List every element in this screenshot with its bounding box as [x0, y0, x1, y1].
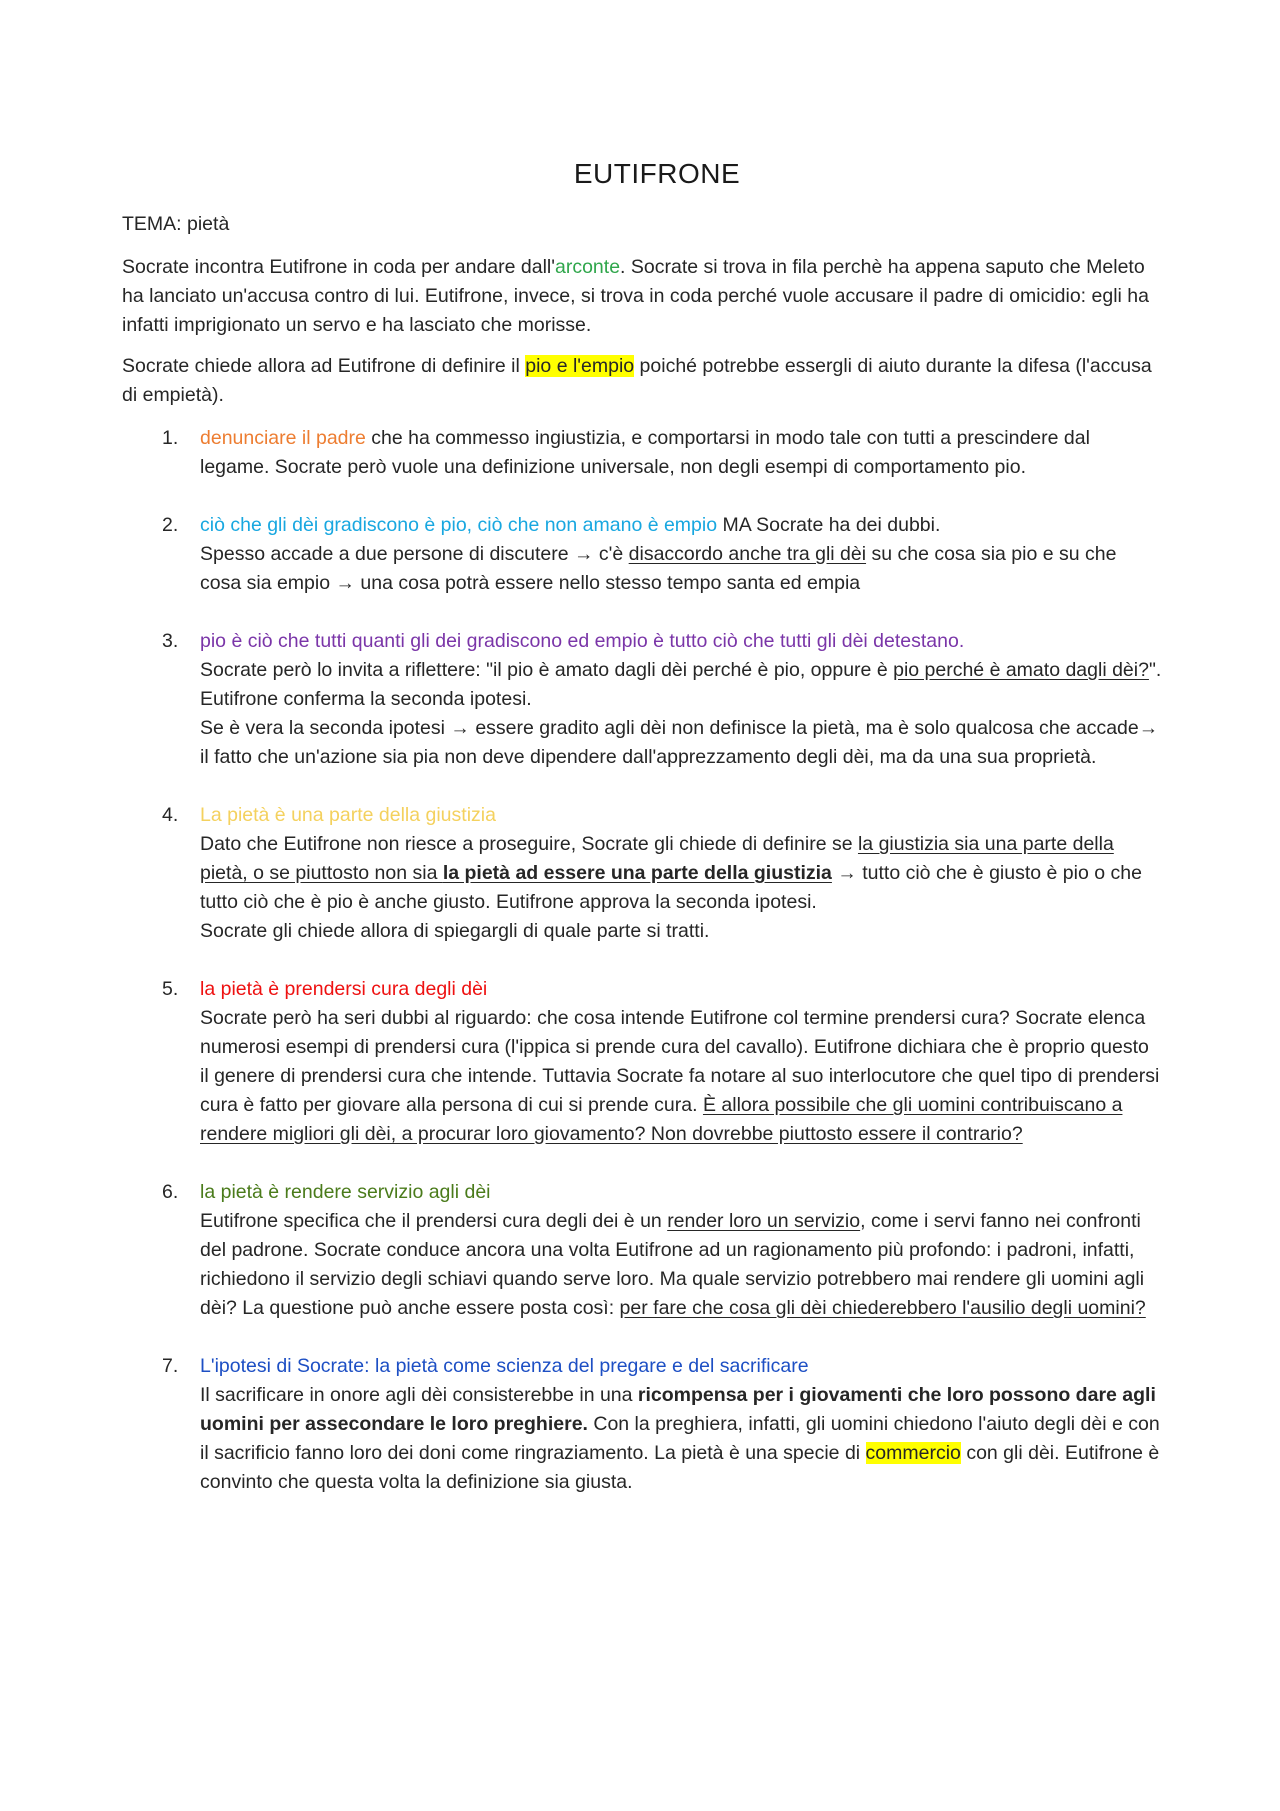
list-item-4: 4. La pietà è una parte della giustizia Dato che Eutifrone non riesce a proseguire, Socrate gli chiede di definire se la giustizia sia una parte della pietà, o se piuttosto non sia la pietà ad essere una parte della giustizia → tutto ciò che è giusto è pio o che tutto ciò che è pio è anche giusto. Eutifrone approva la seconda ipotesi. Socrate gli chiede allora di spiegargli di quale parte si tratti.	[122, 801, 1162, 946]
underlined-text: pio perché è amato dagli dèi?	[893, 659, 1149, 681]
underlined-text: È allora possibile che gli uomini contribuiscano a rendere migliori gli dèi, a procurar loro giovamento? Non dovrebbe piuttosto essere il contrario?	[200, 1094, 1123, 1145]
list-number: 2.	[162, 514, 179, 536]
item-heading: L'ipotesi di Socrate: la pietà come scienza del pregare e del sacrificare	[200, 1355, 809, 1377]
underlined-bold-text: la pietà ad essere una parte della giustizia	[442, 862, 832, 884]
list-item-5: 5. la pietà è prendersi cura degli dèi Socrate però ha seri dubbi al riguardo: che cosa intende Eutifrone col termine prendersi cura? Socrate elenca numerosi esempi di prendersi cura (l'ippica si prende cura del cavallo). Eutifrone dichiara che è proprio questo il genere di prendersi cura che intende. Tuttavia Socrate fa notare al suo interlocutore che quel tipo di prendersi cura è fatto per giovare alla persona di cui si prende cura. È allora possibile che gli uomini contribuiscano a rendere migliori gli dèi, a procurar loro giovamento? Non dovrebbe piuttosto essere il contrario?	[122, 975, 1162, 1149]
arconte-term: arconte	[555, 256, 621, 278]
list-item-6: 6. la pietà è rendere servizio agli dèi Eutifrone specifica che il prendersi cura degli dei è un render loro un servizio, come i servi fanno nei confronti del padrone. Socrate conduce ancora una volta Eutifrone ad un ragionamento più profondo: i padroni, infatti, richiedono il servizio degli schiavi quando serve loro. Ma quale servizio potrebbero mai rendere gli uomini agli dèi? La questione può anche essere posta così: per fare che cosa gli dèi chiederebbero l'ausilio degli uomini?	[122, 1178, 1162, 1323]
list-number: 4.	[162, 804, 179, 826]
underlined-text: disaccordo anche tra gli dèi	[628, 543, 867, 565]
list-item-1: 1. denunciare il padre che ha commesso ingiustizia, e comportarsi in modo tale con tutti a prescindere dal legame. Socrate però vuole una definizione universale, non degli esempi di comportamento pio.	[122, 424, 1162, 482]
bold-text: ricompensa per i giovamenti che loro possono dare agli uomini per assecondare le loro preghiere.	[200, 1384, 1156, 1435]
list-number: 5.	[162, 978, 179, 1000]
list-number: 6.	[162, 1181, 179, 1203]
underlined-text: la giustizia sia una parte della pietà, o se piuttosto non sia	[200, 833, 1114, 884]
item-heading: ciò che gli dèi gradiscono è pio, ciò che non amano è empio	[200, 514, 718, 536]
list-number: 1.	[162, 427, 179, 449]
list-item-2: 2. ciò che gli dèi gradiscono è pio, ciò che non amano è empio MA Socrate ha dei dubbi. Spesso accade a due persone di discutere → c'è disaccordo anche tra gli dèi su che cosa sia pio e su che cosa sia empio → una cosa potrà essere nello stesso tempo santa ed empia	[122, 511, 1162, 598]
underlined-text: render loro un servizio	[667, 1210, 861, 1232]
request-paragraph: Socrate chiede allora ad Eutifrone di definire il pio e l'empio poiché potrebbe essergli di aiuto durante la difesa (l'accusa di empietà).	[122, 355, 1152, 406]
intro-paragraph: Socrate incontra Eutifrone in coda per andare dall'arconte. Socrate si trova in fila perchè ha appena saputo che Meleto ha lanciato un'accusa contro di lui. Eutifrone, invece, si trova in coda perché vuole accusare il padre di omicidio: egli ha infatti imprigionato un servo e ha lasciato che morisse.	[122, 256, 1149, 336]
list-number: 7.	[162, 1355, 179, 1377]
item-heading: denunciare il padre	[200, 427, 366, 449]
tema-line: TEMA: pietà	[122, 213, 230, 235]
document-title: EUTIFRONE	[573, 158, 741, 189]
definitions-list	[122, 424, 1162, 1497]
list-item-7: 7. L'ipotesi di Socrate: la pietà come scienza del pregare e del sacrificare Il sacrificare in onore agli dèi consisterebbe in una ricompensa per i giovamenti che loro possono dare agli uomini per assecondare le loro preghiere. Con la preghiera, infatti, gli uomini chiedono l'aiuto degli dèi e con il sacrificio fanno loro dei doni come ringraziamento. La pietà è una specie di commercio con gli dèi. Eutifrone è convinto che questa volta la definizione sia giusta.	[122, 1352, 1162, 1497]
highlight-commercio: commercio	[865, 1442, 961, 1464]
item-heading: la pietà è prendersi cura degli dèi	[200, 978, 488, 1000]
list-item-3: 3. pio è ciò che tutti quanti gli dei gradiscono ed empio è tutto ciò che tutti gli dèi detestano. Socrate però lo invita a riflettere: "il pio è amato dagli dèi perché è pio, oppure è pio perché è amato dagli dèi?". Eutifrone conferma la seconda ipotesi. Se è vera la seconda ipotesi → essere gradito agli dèi non definisce la pietà, ma è solo qualcosa che accade→ il fatto che un'azione sia pia non deve dipendere dall'apprezzamento degli dèi, ma da una sua proprietà.	[122, 627, 1162, 772]
underlined-text: per fare che cosa gli dèi chiederebbero l'ausilio degli uomini?	[619, 1297, 1146, 1319]
item-heading: la pietà è rendere servizio agli dèi	[200, 1181, 491, 1203]
highlight-pio-empio: pio e l'empio	[525, 355, 635, 377]
item-heading: pio è ciò che tutti quanti gli dei gradiscono ed empio è tutto ciò che tutti gli dèi detestano.	[200, 630, 965, 652]
list-number: 3.	[162, 630, 179, 652]
item-heading: La pietà è una parte della giustizia	[200, 804, 496, 826]
